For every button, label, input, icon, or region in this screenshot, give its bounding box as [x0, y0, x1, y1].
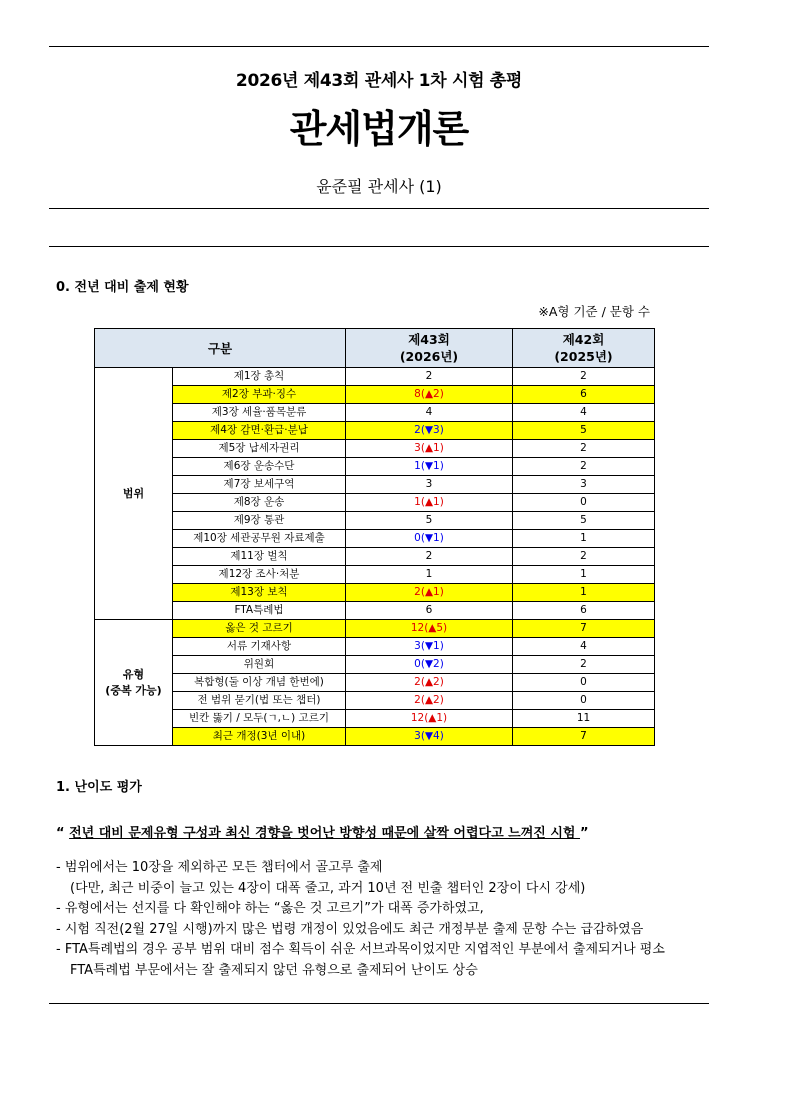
value-43: [346, 548, 513, 566]
document-title: 관세법개론: [289, 107, 469, 151]
value-43-delta: (▲1): [420, 496, 444, 508]
value-43-count: 1: [414, 496, 421, 508]
row-label: 제5장 납세자권리: [173, 440, 346, 458]
value-42: 0: [513, 692, 655, 710]
row-label: 옳은 것 고르기: [173, 620, 346, 638]
value-42: 2: [513, 548, 655, 566]
group-label: [95, 368, 173, 620]
value-43-count: 2: [414, 424, 421, 436]
evaluation-bullets: [56, 858, 665, 981]
value-42: 2: [513, 440, 655, 458]
value-43-count: 1: [414, 460, 421, 472]
value-42: 4: [513, 404, 655, 422]
row-label: 최근 개정(3년 이내): [173, 728, 346, 746]
table-row: [95, 710, 655, 728]
table-row: [95, 620, 655, 638]
value-43-count: 2: [425, 550, 433, 562]
value-43-delta: (▼1): [420, 460, 444, 472]
value-42: 2: [513, 458, 655, 476]
group-label: [95, 620, 173, 746]
value-43-delta: (▼1): [420, 532, 444, 544]
value-43: [346, 674, 513, 692]
table-row: [95, 584, 655, 602]
row-label: 복합형(둘 이상 개념 한번에): [173, 674, 346, 692]
exam-comparison-table: [94, 328, 655, 746]
value-43-count: 3: [414, 442, 421, 454]
row-label: 제13장 보칙: [173, 584, 346, 602]
value-43-delta: (▲2): [420, 676, 444, 688]
value-43-delta: (▲1): [424, 712, 448, 724]
row-label: 서류 기재사항: [173, 638, 346, 656]
bullet-line: - 시험 직전(2월 27일 시행)까지 많은 법령 개정이 있었음에도 최근 개정부분 출제 문항 수는 급감하였음: [56, 921, 644, 937]
table-header-row: [95, 329, 655, 368]
row-label: FTA특례법: [173, 602, 346, 620]
value-42: 1: [513, 530, 655, 548]
group-label-line: 유형: [122, 667, 145, 681]
value-43: [346, 584, 513, 602]
value-43: [346, 638, 513, 656]
table-row: [95, 440, 655, 458]
value-43-delta: (▲1): [420, 586, 444, 598]
table-row: [95, 602, 655, 620]
value-43: [346, 692, 513, 710]
quote-close: ”: [580, 826, 589, 841]
row-label: 제12장 조사·처분: [173, 566, 346, 584]
value-43-count: 12: [410, 712, 425, 724]
value-43: [346, 386, 513, 404]
header-43-line2: (2026년): [399, 349, 459, 364]
group-label-line: 범위: [122, 486, 145, 500]
value-43-count: 3: [414, 730, 421, 742]
table-row: [95, 404, 655, 422]
value-43-count: 2: [414, 676, 421, 688]
value-43: [346, 728, 513, 746]
row-label: 제4장 감면·환급·분납: [173, 422, 346, 440]
table-row: [95, 656, 655, 674]
value-43-delta: (▲2): [420, 388, 444, 400]
value-42: 4: [513, 638, 655, 656]
value-43-delta: (▼4): [420, 730, 444, 742]
row-label: 제3장 세율·품목분류: [173, 404, 346, 422]
value-43-count: 3: [425, 478, 433, 490]
value-43-delta: (▼2): [420, 658, 444, 670]
author-line: 윤준필 관세사 (1): [316, 177, 442, 196]
header-42: [513, 329, 655, 368]
value-43-count: 6: [425, 604, 433, 616]
value-42: 5: [513, 422, 655, 440]
value-43: [346, 404, 513, 422]
row-label: 전 범위 묻기(법 또는 챕터): [173, 692, 346, 710]
header-43-line1: 제43회: [408, 332, 450, 347]
table-row: [95, 548, 655, 566]
value-43: [346, 530, 513, 548]
value-43-count: 2: [414, 586, 421, 598]
bullet-line: (다만, 최근 비중이 늘고 있는 4장이 대폭 줄고, 과거 10년 전 빈출 챕터인 2장이 다시 강세): [70, 880, 586, 896]
bullet-line: - FTA특례법의 경우 공부 범위 대비 점수 획득이 쉬운 서브과목이었지만 지엽적인 부분에서 출제되거나 평소: [56, 942, 665, 957]
bottom-rule: [49, 1003, 709, 1004]
row-label: 위원회: [173, 656, 346, 674]
value-42: 2: [513, 656, 655, 674]
quote-text: 전년 대비 문제유형 구성과 최신 경향을 벗어난 방향성 때문에 살짝 어렵다고 느껴진 시험: [69, 826, 581, 841]
bullet-line: - 유형에서는 선지를 다 확인해야 하는 “옳은 것 고르기”가 대폭 증가하였고,: [56, 901, 484, 916]
value-42: 2: [513, 368, 655, 386]
row-label: 제10장 세관공무원 자료제출: [173, 530, 346, 548]
table-row: [95, 530, 655, 548]
value-43-delta: (▼3): [420, 424, 444, 436]
value-43-delta: (▼1): [420, 640, 444, 652]
value-42: 3: [513, 476, 655, 494]
value-43-count: 5: [425, 514, 433, 526]
bullet-line: FTA특례법 부문에서는 잘 출제되지 않던 유형으로 출제되어 난이도 상승: [70, 962, 478, 978]
value-42: 1: [513, 566, 655, 584]
value-43-count: 8: [414, 388, 421, 400]
value-43: [346, 422, 513, 440]
table-row: [95, 692, 655, 710]
value-43: [346, 566, 513, 584]
header-42-line2: (2025년): [554, 349, 613, 364]
table-row: [95, 368, 655, 386]
header-43: [346, 329, 513, 368]
table-row: [95, 458, 655, 476]
table-row: [95, 512, 655, 530]
table-body: [95, 368, 655, 746]
value-42: 5: [513, 512, 655, 530]
row-label: 제9장 통관: [173, 512, 346, 530]
value-43-count: 12: [410, 622, 425, 634]
group-label-line: (중복 가능): [105, 683, 162, 697]
section0-heading: 0. 전년 대비 출제 현황: [56, 280, 189, 295]
value-43: [346, 440, 513, 458]
value-43-count: 0: [414, 532, 421, 544]
header-bottom-rule: [49, 208, 709, 209]
row-label: 제11장 벌칙: [173, 548, 346, 566]
section1-heading: 1. 난이도 평가: [56, 780, 142, 795]
value-43-count: 0: [414, 658, 421, 670]
row-label: 제6장 운송수단: [173, 458, 346, 476]
value-43: [346, 602, 513, 620]
value-43-delta: (▲2): [420, 694, 444, 706]
section-divider-rule: [49, 246, 709, 247]
value-43: [346, 620, 513, 638]
summary-quote: [56, 822, 589, 841]
value-43-count: 1: [425, 568, 433, 580]
table-row: [95, 566, 655, 584]
value-43-delta: (▲1): [420, 442, 444, 454]
header-category: 구분: [95, 329, 346, 368]
value-42: 7: [513, 728, 655, 746]
value-43-count: 2: [425, 370, 433, 382]
value-42: 1: [513, 584, 655, 602]
bullet-line: - 범위에서는 10장을 제외하곤 모든 챕터에서 골고루 출제: [56, 860, 383, 875]
value-43: [346, 494, 513, 512]
value-43-count: 2: [414, 694, 421, 706]
value-43: [346, 512, 513, 530]
value-42: 0: [513, 674, 655, 692]
value-42: 0: [513, 494, 655, 512]
value-43: [346, 458, 513, 476]
table-note: ※A형 기준 / 문항 수: [538, 304, 650, 319]
row-label: 제1장 총칙: [173, 368, 346, 386]
quote-open: “: [56, 826, 70, 841]
top-rule: [49, 46, 709, 47]
value-43: [346, 368, 513, 386]
value-42: 6: [513, 602, 655, 620]
table-row: [95, 386, 655, 404]
value-43-count: 4: [425, 406, 433, 418]
value-43: [346, 710, 513, 728]
table-row: [95, 476, 655, 494]
row-label: 빈칸 뚫기 / 모두(ㄱ,ㄴ) 고르기: [173, 710, 346, 728]
value-43: [346, 656, 513, 674]
table-row: [95, 494, 655, 512]
row-label: 제8장 운송: [173, 494, 346, 512]
value-43-delta: (▲5): [424, 622, 448, 634]
table-row: [95, 638, 655, 656]
value-42: 7: [513, 620, 655, 638]
row-label: 제7장 보세구역: [173, 476, 346, 494]
table-row: [95, 674, 655, 692]
table-row: [95, 728, 655, 746]
value-43: [346, 476, 513, 494]
value-42: 6: [513, 386, 655, 404]
document-subtitle: 2026년 제43회 관세사 1차 시험 총평: [235, 71, 523, 91]
header-42-line1: 제42회: [562, 332, 605, 347]
row-label: 제2장 부과·징수: [173, 386, 346, 404]
table-row: [95, 422, 655, 440]
value-43-count: 3: [414, 640, 421, 652]
value-42: 11: [513, 710, 655, 728]
